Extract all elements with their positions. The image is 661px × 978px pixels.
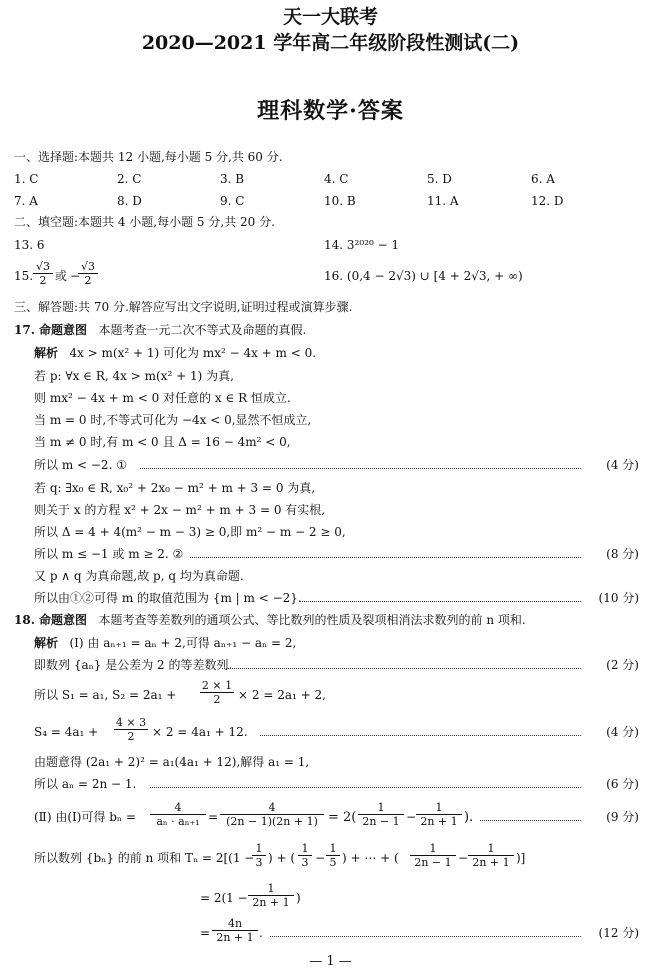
fraction-numerator: 1 bbox=[329, 842, 337, 855]
fraction-denominator: 2 bbox=[78, 273, 98, 287]
q17-line: 又 p ∧ q 为真命题,故 p, q 均为真命题. bbox=[34, 569, 244, 583]
q18-line: ) + ⋯ + ( bbox=[342, 851, 399, 865]
fraction bbox=[200, 679, 234, 706]
fraction bbox=[150, 801, 206, 828]
section2-heading: 二、填空题:本题共 4 小题,每小题 5 分,共 20 分. bbox=[14, 215, 275, 229]
fraction-denominator: 2 bbox=[114, 729, 148, 743]
answer-14: 14. 3²⁰²⁰ − 1 bbox=[324, 238, 400, 252]
q18-line bbox=[34, 637, 296, 649]
q17-line-text: 4x > m(x² + 1) 可化为 mx² − 4x + m < 0. bbox=[69, 346, 317, 360]
score: (2 分) bbox=[606, 658, 639, 672]
q18-line: (Ⅱ) 由(Ⅰ)可得 bₙ = bbox=[34, 810, 136, 824]
fraction bbox=[252, 842, 266, 869]
fraction-denominator: 2n − 1 bbox=[410, 855, 456, 869]
fraction bbox=[114, 716, 148, 743]
fraction-numerator: 1 bbox=[301, 842, 309, 855]
minus-sign: − bbox=[406, 810, 417, 824]
fraction-numerator: 4 bbox=[174, 801, 182, 814]
leader-dots bbox=[480, 820, 581, 821]
answer-15-label: 15. bbox=[14, 269, 34, 283]
q18-line: = 2(1 − bbox=[200, 891, 248, 905]
answer-item: 12. D bbox=[531, 194, 564, 208]
q18-line: 即数列 {aₙ} 是公差为 2 的等差数列. bbox=[34, 658, 233, 672]
section1-heading: 一、选择题:本题共 12 小题,每小题 5 分,共 60 分. bbox=[14, 150, 283, 164]
answer-13: 13. 6 bbox=[14, 238, 45, 252]
answer-16: 16. (0,4 − 2√3) ∪ [4 + 2√3, + ∞) bbox=[324, 269, 523, 283]
score: (9 分) bbox=[606, 810, 639, 824]
answer-item: 2. C bbox=[117, 172, 142, 186]
q18-line: S₄ = 4a₁ + bbox=[34, 725, 99, 739]
score: (10 分) bbox=[598, 591, 639, 605]
score: (4 分) bbox=[606, 458, 639, 472]
q17-line: 所以 m ≤ −1 或 m ≥ 2. ② bbox=[34, 547, 184, 561]
q18-line: 所以 S₁ = a₁, S₂ = 2a₁ + bbox=[34, 688, 177, 702]
leader-dots bbox=[140, 468, 581, 469]
q17-line: 所以 Δ = 4 + 4(m² − m − 3) ≥ 0,即 m² − m − 2 ≥ 0, bbox=[34, 525, 346, 539]
q18-line: ) bbox=[296, 891, 301, 905]
exam-title: 2020—2021 学年高二年级阶段性测试(二) bbox=[141, 32, 520, 54]
answer-item: 11. A bbox=[427, 194, 459, 208]
answer-item: 3. B bbox=[220, 172, 245, 186]
score: (8 分) bbox=[606, 547, 639, 561]
fraction-numerator: √3 bbox=[80, 260, 95, 273]
fraction-numerator: 1 bbox=[255, 842, 263, 855]
fraction bbox=[33, 260, 53, 287]
analysis-label: 解析 bbox=[34, 636, 59, 650]
q17-title bbox=[14, 324, 306, 336]
q17-line: 则关于 x 的方程 x² + 2x − m² + m + 3 = 0 有实根, bbox=[34, 503, 326, 517]
equals-sign: = bbox=[208, 810, 219, 824]
q18-line: ). bbox=[464, 810, 474, 825]
answer-15-or: 或 bbox=[55, 269, 68, 283]
q18-line: 所以数列 {bₙ} 的前 n 项和 Tₙ = 2[(1 − bbox=[34, 851, 255, 865]
q18-title-text: 本题考查等差数列的通项公式、等比数列的性质及裂项相消法求数列的前 n 项和. bbox=[98, 613, 526, 627]
fraction-numerator: 2 × 1 bbox=[201, 679, 233, 692]
score: (6 分) bbox=[606, 777, 639, 791]
fraction-numerator: 4n bbox=[227, 917, 243, 930]
fraction-denominator: (2n − 1)(2n + 1) bbox=[220, 814, 324, 828]
leader-dots bbox=[222, 668, 581, 669]
fraction-numerator: 1 bbox=[429, 842, 437, 855]
fraction-numerator: √3 bbox=[35, 260, 50, 273]
leader-dots bbox=[260, 735, 581, 736]
fraction bbox=[248, 882, 294, 909]
q17-line: 当 m = 0 时,不等式可化为 −4x < 0,显然不恒成立, bbox=[34, 413, 312, 427]
q18-title-label: 18. 命题意图 bbox=[14, 613, 88, 627]
fraction bbox=[212, 917, 258, 944]
fraction bbox=[78, 260, 98, 287]
fraction-denominator: 2n + 1 bbox=[212, 930, 258, 944]
fraction bbox=[468, 842, 514, 869]
q17-title-text: 本题考查一元二次不等式及命题的真假. bbox=[98, 323, 307, 337]
fraction-denominator: 2 bbox=[33, 273, 53, 287]
leader-dots bbox=[270, 936, 581, 937]
fraction-denominator: aₙ · aₙ₊₁ bbox=[150, 814, 206, 828]
page-number: — 1 — bbox=[309, 954, 352, 969]
q17-title-label: 17. 命题意图 bbox=[14, 323, 88, 337]
fraction-numerator: 4 × 3 bbox=[115, 716, 147, 729]
leader-dots bbox=[300, 601, 581, 602]
answer-item: 10. B bbox=[324, 194, 356, 208]
q18-line: )] bbox=[516, 851, 526, 865]
leader-dots bbox=[190, 557, 581, 558]
section3-heading: 三、解答题:共 70 分.解答应写出文字说明,证明过程或演算步骤. bbox=[14, 300, 353, 314]
answer-item: 5. D bbox=[427, 172, 452, 186]
answer-item: 1. C bbox=[14, 172, 39, 186]
fraction bbox=[220, 801, 324, 828]
minus-sign: − bbox=[458, 851, 469, 865]
q17-line: 当 m ≠ 0 时,有 m < 0 且 Δ = 16 − 4m² < 0, bbox=[34, 435, 291, 449]
fraction-numerator: 4 bbox=[268, 801, 276, 814]
fraction-denominator: 2n + 1 bbox=[416, 814, 462, 828]
fraction-denominator: 2n + 1 bbox=[468, 855, 514, 869]
fraction-denominator: 2 bbox=[200, 692, 234, 706]
q18-line: 由题意得 (2a₁ + 2)² = a₁(4a₁ + 12),解得 a₁ = 1, bbox=[34, 755, 310, 769]
score: (4 分) bbox=[606, 725, 639, 739]
answer-item: 8. D bbox=[117, 194, 142, 208]
q18-line: × 2 = 4a₁ + 12. bbox=[152, 725, 248, 739]
score: (12 分) bbox=[598, 926, 639, 940]
q18-line: = bbox=[200, 926, 211, 940]
answer-15-minus: − bbox=[70, 269, 81, 283]
q18-line: . bbox=[259, 926, 263, 940]
answer-item: 9. C bbox=[220, 194, 245, 208]
leader-dots bbox=[150, 787, 581, 788]
fraction-denominator: 3 bbox=[298, 855, 312, 869]
q18-line: × 2 = 2a₁ + 2, bbox=[238, 688, 326, 702]
q18-line: ) + ( bbox=[268, 851, 296, 865]
minus-sign: − bbox=[315, 851, 326, 865]
q17-line: 所以由①②可得 m 的取值范围为 {m | m < −2}. bbox=[34, 591, 302, 605]
analysis-label: 解析 bbox=[34, 346, 59, 360]
fraction-numerator: 1 bbox=[377, 801, 385, 814]
fraction-denominator: 2n − 1 bbox=[358, 814, 404, 828]
fraction-denominator: 5 bbox=[326, 855, 340, 869]
fraction-denominator: 2n + 1 bbox=[248, 895, 294, 909]
page-title: 理科数学·答案 bbox=[257, 98, 404, 124]
fraction-numerator: 1 bbox=[267, 882, 275, 895]
fraction bbox=[326, 842, 340, 869]
q17-line bbox=[34, 347, 316, 359]
answer-item: 7. A bbox=[14, 194, 38, 208]
q18-line: 所以 aₙ = 2n − 1. bbox=[34, 777, 137, 791]
q18-line-text: (Ⅰ) 由 aₙ₊₁ = aₙ + 2,可得 aₙ₊₁ − aₙ = 2, bbox=[69, 636, 297, 650]
answer-item: 4. C bbox=[324, 172, 349, 186]
fraction-denominator: 3 bbox=[252, 855, 266, 869]
fraction bbox=[358, 801, 404, 828]
fraction bbox=[298, 842, 312, 869]
q17-line: 若 p: ∀x ∈ R, 4x > m(x² + 1) 为真, bbox=[34, 369, 234, 383]
q18-title bbox=[14, 614, 526, 626]
fraction bbox=[416, 801, 462, 828]
org-title: 天一大联考 bbox=[282, 6, 378, 28]
q17-line: 则 mx² − 4x + m < 0 对任意的 x ∈ R 恒成立. bbox=[34, 391, 291, 405]
q17-line: 若 q: ∃x₀ ∈ R, x₀² + 2x₀ − m² + m + 3 = 0 为真, bbox=[34, 481, 316, 495]
q17-line: 所以 m < −2. ① bbox=[34, 458, 127, 472]
answer-item: 6. A bbox=[531, 172, 555, 186]
fraction bbox=[410, 842, 456, 869]
fraction-numerator: 1 bbox=[487, 842, 495, 855]
fraction-numerator: 1 bbox=[435, 801, 443, 814]
q18-line: = 2( bbox=[328, 810, 357, 825]
